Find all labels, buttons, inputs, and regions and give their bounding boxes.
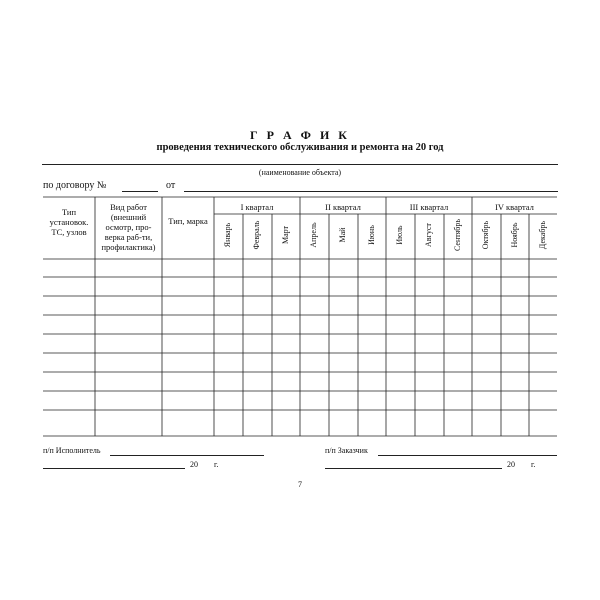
col-header-work-kind: Вид работ (внешний осмотр, про-верка раб-ти, профилактика) <box>101 202 156 252</box>
object-caption: (наименование объекта) <box>258 168 342 177</box>
quarter-header-1: I квартал <box>240 202 274 212</box>
contract-label: по договору № <box>43 180 107 191</box>
month-header-aug: Август <box>424 223 433 247</box>
month-header-jun: Июнь <box>367 225 376 245</box>
month-header-mar: Март <box>281 225 290 245</box>
month-header-nov: Ноябрь <box>510 222 519 248</box>
executor-signature-line[interactable] <box>110 455 264 456</box>
month-header-apr: Апрель <box>309 222 318 248</box>
document-title: Г Р А Ф И К <box>250 128 350 142</box>
col-header-type-units: Тип установок. ТС, узлов <box>49 207 89 237</box>
customer-g-label: г. <box>531 460 536 469</box>
executor-date-line[interactable] <box>43 468 185 469</box>
from-label: от <box>166 180 176 191</box>
month-header-jan: Январь <box>223 222 232 248</box>
customer-signature-line[interactable] <box>378 455 557 456</box>
month-header-oct: Октябрь <box>481 220 490 250</box>
executor-label: п/п Исполнитель <box>43 446 101 455</box>
page-number: 7 <box>298 480 302 489</box>
month-header-sep: Сентябрь <box>453 218 462 252</box>
quarter-header-4: IV квартал <box>495 202 534 212</box>
executor-g-label: г. <box>214 460 219 469</box>
col-header-type-brand: Тип, марка <box>168 216 208 226</box>
customer-label: п/п Заказчик <box>325 446 368 455</box>
customer-year-label: 20 <box>507 460 515 469</box>
customer-date-line[interactable] <box>325 468 502 469</box>
executor-year-label: 20 <box>190 460 198 469</box>
quarter-header-2: II квартал <box>325 202 361 212</box>
month-header-may: Май <box>338 227 347 243</box>
month-header-dec: Декабрь <box>538 220 547 250</box>
month-header-feb: Февраль <box>252 220 261 250</box>
month-header-jul: Июль <box>395 225 404 245</box>
document-subtitle: проведения технического обслуживания и ремонта на 20 год <box>156 142 444 153</box>
quarter-header-3: III квартал <box>409 202 449 212</box>
